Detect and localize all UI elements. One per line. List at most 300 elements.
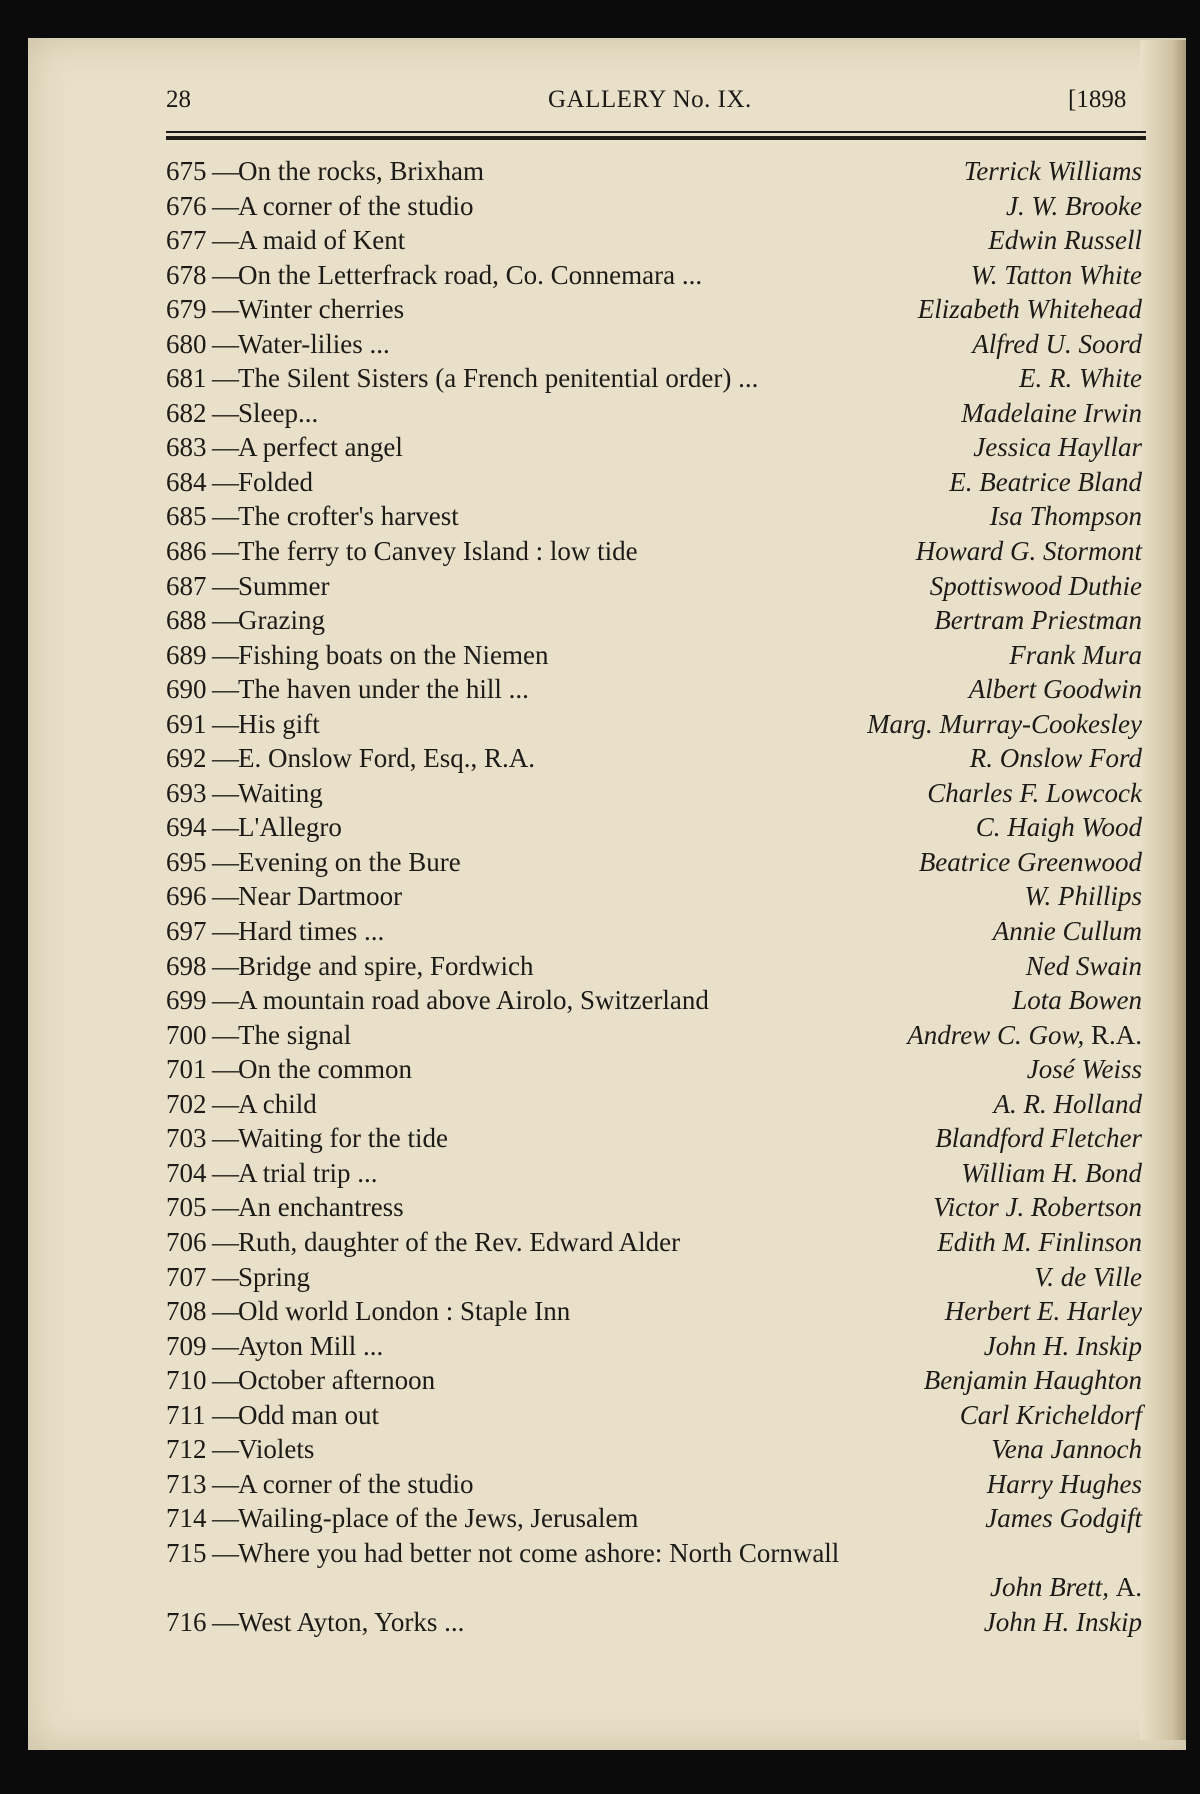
entry-artist bbox=[983, 914, 1142, 949]
entry-text bbox=[166, 810, 350, 845]
catalogue-entry bbox=[166, 914, 1146, 949]
entry-artist bbox=[906, 534, 1142, 569]
entry-text bbox=[166, 776, 331, 811]
entry-title: Wailing-place of the Jews, Jerusalem bbox=[238, 1503, 639, 1534]
entry-dash: — bbox=[212, 501, 239, 532]
catalogue-entry bbox=[166, 949, 1146, 984]
entry-text bbox=[166, 1398, 387, 1433]
catalogue-entry bbox=[166, 534, 1146, 569]
entry-dash: — bbox=[212, 950, 239, 981]
entry-title: West Ayton, Yorks ... bbox=[238, 1606, 465, 1637]
catalogue-entry bbox=[166, 1225, 1146, 1260]
catalogue-entry bbox=[166, 879, 1146, 914]
entry-title: A corner of the studio bbox=[238, 190, 474, 221]
artist-name: R. Onslow Ford bbox=[969, 743, 1142, 774]
entry-artist bbox=[924, 603, 1142, 638]
entry-artist bbox=[920, 569, 1142, 604]
entry-title: An enchantress bbox=[238, 1192, 404, 1223]
artist-name: Blandford Fletcher bbox=[935, 1123, 1142, 1154]
entry-title: Ayton Mill ... bbox=[238, 1330, 384, 1361]
artist-name: J. W. Brooke bbox=[1006, 190, 1142, 221]
artist-name: Madelaine Irwin bbox=[961, 397, 1142, 428]
entry-artist bbox=[996, 189, 1142, 224]
entry-artist bbox=[1017, 1052, 1142, 1087]
entry-dash: — bbox=[212, 846, 239, 877]
artist-name: Frank Mura bbox=[1009, 639, 1142, 670]
entry-artist bbox=[954, 154, 1142, 189]
catalogue-entry bbox=[166, 396, 1146, 431]
entry-text bbox=[166, 396, 326, 431]
entry-artist bbox=[939, 465, 1142, 500]
entry-title: A mountain road above Airolo, Switzerland bbox=[238, 985, 709, 1016]
entry-number: 708 bbox=[166, 1296, 207, 1327]
artist-name: Howard G. Stormont bbox=[915, 536, 1142, 567]
entry-text bbox=[166, 638, 556, 673]
entry-artist bbox=[960, 741, 1142, 776]
entry-number: 715 bbox=[166, 1537, 207, 1568]
entry-artist bbox=[966, 810, 1142, 845]
entry-artist bbox=[977, 1467, 1142, 1502]
entry-dash: — bbox=[212, 1537, 239, 1568]
entry-dash: — bbox=[212, 397, 239, 428]
entry-title: Waiting bbox=[238, 777, 323, 808]
entry-title: On the Letterfrack road, Co. Connemara ... bbox=[238, 259, 703, 290]
entry-title: Grazing bbox=[238, 605, 325, 636]
entry-artist bbox=[950, 1398, 1142, 1433]
entry-number: 686 bbox=[166, 536, 207, 567]
entry-number: 691 bbox=[166, 708, 207, 739]
catalogue-entry bbox=[166, 1398, 1146, 1433]
entry-dash: — bbox=[212, 916, 239, 947]
entry-number: 676 bbox=[166, 190, 207, 221]
artist-name: Bertram Priestman bbox=[934, 605, 1142, 636]
entry-number: 683 bbox=[166, 432, 207, 463]
entry-artist bbox=[981, 1432, 1142, 1467]
entry-number: 685 bbox=[166, 501, 207, 532]
entry-title: A corner of the studio bbox=[238, 1468, 474, 1499]
artist-name: A. R. Holland bbox=[993, 1088, 1142, 1119]
artist-name: Elizabeth Whitehead bbox=[917, 294, 1142, 325]
entry-text bbox=[166, 707, 328, 742]
artist-name: William H. Bond bbox=[961, 1157, 1142, 1188]
entry-dash: — bbox=[212, 881, 239, 912]
entry-artist bbox=[951, 1156, 1142, 1191]
catalogue-entry bbox=[166, 1363, 1146, 1398]
catalogue-entry bbox=[166, 223, 1146, 258]
entry-text bbox=[166, 672, 537, 707]
entry-dash: — bbox=[212, 1296, 239, 1327]
catalogue-entry bbox=[166, 154, 1146, 189]
entry-artist bbox=[980, 499, 1142, 534]
artist-name: Annie Cullum bbox=[992, 916, 1142, 947]
entry-dash: — bbox=[212, 1019, 239, 1050]
entry-dash: — bbox=[212, 363, 239, 394]
entry-dash: — bbox=[212, 1157, 239, 1188]
entry-title: Bridge and spire, Fordwich bbox=[238, 950, 534, 981]
catalogue-entry bbox=[166, 1087, 1146, 1122]
entry-title: A child bbox=[238, 1088, 317, 1119]
entry-number: 705 bbox=[166, 1192, 207, 1223]
entry-number: 695 bbox=[166, 846, 207, 877]
entry-number: 716 bbox=[166, 1606, 207, 1637]
entry-title: October afternoon bbox=[238, 1365, 436, 1396]
entry-number: 680 bbox=[166, 328, 207, 359]
artist-name: Albert Goodwin bbox=[968, 674, 1142, 705]
entry-number: 690 bbox=[166, 674, 207, 705]
entry-text bbox=[166, 361, 766, 396]
header-rule-thick bbox=[166, 136, 1146, 140]
catalogue-entry bbox=[166, 638, 1146, 673]
artist-name: Lota Bowen bbox=[1012, 985, 1142, 1016]
catalogue-entry bbox=[166, 569, 1146, 604]
entry-text bbox=[166, 1156, 385, 1191]
entry-text bbox=[166, 1501, 646, 1536]
entry-text bbox=[166, 1536, 847, 1571]
artist-name: Beatrice Greenwood bbox=[918, 846, 1142, 877]
catalogue-entry bbox=[166, 258, 1146, 293]
entry-number: 712 bbox=[166, 1434, 207, 1465]
entry-number: 700 bbox=[166, 1019, 207, 1050]
entry-text bbox=[166, 189, 481, 224]
artist-name: Ned Swain bbox=[1025, 950, 1142, 981]
entry-dash: — bbox=[212, 812, 239, 843]
entry-title: On the common bbox=[238, 1054, 412, 1085]
catalogue-entry bbox=[166, 1018, 1146, 1053]
entry-number: 693 bbox=[166, 777, 207, 808]
entry-number: 692 bbox=[166, 743, 207, 774]
entry-text bbox=[166, 1605, 472, 1640]
catalogue-entry bbox=[166, 189, 1146, 224]
catalogue-entry bbox=[166, 845, 1146, 880]
entry-title: A trial trip ... bbox=[238, 1157, 378, 1188]
entry-text bbox=[166, 1018, 359, 1053]
artist-name: John Brett, bbox=[990, 1572, 1109, 1603]
entry-artist bbox=[1009, 361, 1142, 396]
catalogue-entry bbox=[166, 1570, 1146, 1605]
catalogue-entry bbox=[166, 983, 1146, 1018]
entry-number: 696 bbox=[166, 881, 207, 912]
page-number: 28 bbox=[166, 86, 191, 113]
entry-title: Fishing boats on the Niemen bbox=[238, 639, 549, 670]
entry-title: The signal bbox=[238, 1019, 352, 1050]
entry-artist bbox=[961, 258, 1142, 293]
entry-artist bbox=[978, 223, 1142, 258]
entry-dash: — bbox=[212, 1399, 239, 1430]
entry-number: 710 bbox=[166, 1365, 207, 1396]
entry-dash: — bbox=[212, 1606, 239, 1637]
artist-name: E. Beatrice Bland bbox=[949, 466, 1142, 497]
entry-text bbox=[166, 465, 321, 500]
header-rule-thin bbox=[166, 131, 1146, 133]
entry-number: 707 bbox=[166, 1261, 207, 1292]
entry-text bbox=[166, 292, 412, 327]
entry-artist bbox=[909, 845, 1142, 880]
entry-number: 697 bbox=[166, 916, 207, 947]
artist-honour: R.A. bbox=[1090, 1019, 1142, 1050]
catalogue-entry bbox=[166, 1467, 1146, 1502]
entry-number: 678 bbox=[166, 259, 207, 290]
entry-text bbox=[166, 741, 543, 776]
entry-dash: — bbox=[212, 432, 239, 463]
entry-title: The haven under the hill ... bbox=[238, 674, 529, 705]
artist-name: Carl Kricheldorf bbox=[959, 1399, 1142, 1430]
catalogue-entry bbox=[166, 1121, 1146, 1156]
entry-dash: — bbox=[212, 674, 239, 705]
catalogue-entry bbox=[166, 741, 1146, 776]
entry-title: Ruth, daughter of the Rev. Edward Alder bbox=[238, 1226, 681, 1257]
entry-title: L'Allegro bbox=[238, 812, 342, 843]
entry-number: 682 bbox=[166, 397, 207, 428]
catalogue-year: [1898 bbox=[1068, 86, 1127, 113]
entry-title: A maid of Kent bbox=[238, 225, 406, 256]
entry-artist bbox=[962, 327, 1142, 362]
entry-dash: — bbox=[212, 1261, 239, 1292]
catalogue-entry bbox=[166, 499, 1146, 534]
entry-dash: — bbox=[212, 1123, 239, 1154]
catalogue-entry bbox=[166, 1501, 1146, 1536]
entry-artist bbox=[974, 1605, 1142, 1640]
entry-number: 677 bbox=[166, 225, 207, 256]
artist-name: Marg. Murray-Cookesley bbox=[867, 708, 1142, 739]
catalogue-entry bbox=[166, 1156, 1146, 1191]
artist-name: José Weiss bbox=[1026, 1054, 1142, 1085]
entry-dash: — bbox=[212, 156, 239, 186]
entry-artist bbox=[1024, 1260, 1142, 1295]
catalogue-entry bbox=[166, 810, 1146, 845]
entry-dash: — bbox=[212, 708, 239, 739]
entry-title: The ferry to Canvey Island : low tide bbox=[238, 536, 638, 567]
entry-text bbox=[166, 1260, 318, 1295]
entry-dash: — bbox=[212, 190, 239, 221]
entry-title: On the rocks, Brixham bbox=[238, 156, 484, 186]
entry-number: 701 bbox=[166, 1054, 207, 1085]
artist-name: Harry Hughes bbox=[986, 1468, 1142, 1499]
artist-name: Alfred U. Soord bbox=[972, 328, 1142, 359]
entry-text bbox=[166, 1052, 420, 1087]
entry-artist bbox=[1002, 983, 1142, 1018]
entry-number: 704 bbox=[166, 1157, 207, 1188]
entry-artist bbox=[984, 1087, 1143, 1122]
entry-title: A perfect angel bbox=[238, 432, 403, 463]
entry-number: 714 bbox=[166, 1503, 207, 1534]
entry-number: 688 bbox=[166, 605, 207, 636]
entry-artist bbox=[917, 776, 1142, 811]
entry-artist bbox=[1014, 879, 1142, 914]
entry-title: Spring bbox=[238, 1261, 311, 1292]
artist-name: Isa Thompson bbox=[989, 501, 1142, 532]
entry-text bbox=[166, 258, 710, 293]
entry-text bbox=[166, 223, 413, 258]
entry-dash: — bbox=[212, 294, 239, 325]
entry-number: 689 bbox=[166, 639, 207, 670]
entry-text bbox=[166, 1432, 322, 1467]
entry-text bbox=[166, 534, 646, 569]
entry-title: Winter cherries bbox=[238, 294, 405, 325]
entry-dash: — bbox=[212, 639, 239, 670]
entry-artist bbox=[951, 396, 1142, 431]
catalogue-list bbox=[166, 154, 1146, 1640]
entry-dash: — bbox=[212, 1468, 239, 1499]
entry-title: His gift bbox=[238, 708, 320, 739]
catalogue-entry bbox=[166, 1260, 1146, 1295]
entry-text bbox=[166, 879, 410, 914]
catalogue-entry bbox=[166, 1329, 1146, 1364]
entry-dash: — bbox=[212, 536, 239, 567]
artist-honour: A. bbox=[1115, 1572, 1142, 1603]
entry-number: 706 bbox=[166, 1226, 207, 1257]
entry-title: The crofter's harvest bbox=[238, 501, 459, 532]
entry-dash: — bbox=[212, 328, 239, 359]
artist-name: John H. Inskip bbox=[983, 1606, 1142, 1637]
entry-dash: — bbox=[212, 1226, 239, 1257]
catalogue-entry bbox=[166, 327, 1146, 362]
entry-text bbox=[166, 1570, 174, 1605]
catalogue-entry bbox=[166, 1536, 1146, 1571]
catalogue-entry bbox=[166, 1190, 1146, 1225]
artist-name: Terrick Williams bbox=[963, 156, 1142, 186]
entry-text bbox=[166, 430, 411, 465]
entry-artist bbox=[974, 1329, 1142, 1364]
entry-title: Odd man out bbox=[238, 1399, 379, 1430]
entry-text bbox=[166, 914, 392, 949]
artist-name: Victor J. Robertson bbox=[933, 1192, 1142, 1223]
entry-artist bbox=[927, 1225, 1142, 1260]
entry-title: Hard times ... bbox=[238, 916, 385, 947]
entry-dash: — bbox=[212, 1330, 239, 1361]
entry-title: Waiting for the tide bbox=[238, 1123, 449, 1154]
artist-name: Jessica Hayllar bbox=[973, 432, 1142, 463]
entry-title: Where you had better not come ashore: North Cornwall bbox=[238, 1537, 840, 1568]
artist-name: E. R. White bbox=[1019, 363, 1142, 394]
entry-dash: — bbox=[212, 225, 239, 256]
entry-artist bbox=[923, 1190, 1142, 1225]
catalogue-entry bbox=[166, 672, 1146, 707]
artist-name: Charles F. Lowcock bbox=[927, 777, 1142, 808]
catalogue-entry bbox=[166, 292, 1146, 327]
catalogue-entry bbox=[166, 707, 1146, 742]
entry-text bbox=[166, 1294, 578, 1329]
entry-title: Violets bbox=[238, 1434, 315, 1465]
entry-title: Water-lilies ... bbox=[238, 328, 390, 359]
entry-title: Summer bbox=[238, 570, 330, 601]
catalogue-entry bbox=[166, 361, 1146, 396]
catalogue-entry bbox=[166, 1052, 1146, 1087]
entry-number: 684 bbox=[166, 466, 207, 497]
artist-name: Vena Jannoch bbox=[991, 1434, 1142, 1465]
entry-text bbox=[166, 983, 717, 1018]
entry-dash: — bbox=[212, 1054, 239, 1085]
entry-artist bbox=[975, 1501, 1142, 1536]
entry-title: The Silent Sisters (a French penitential order) ... bbox=[238, 363, 759, 394]
entry-dash: — bbox=[212, 985, 239, 1016]
catalogue-entry bbox=[166, 465, 1146, 500]
entry-artist bbox=[897, 1018, 1142, 1053]
entry-text bbox=[166, 569, 338, 604]
entry-text bbox=[166, 1190, 412, 1225]
artist-name: John H. Inskip bbox=[983, 1330, 1142, 1361]
entry-artist bbox=[914, 1363, 1142, 1398]
entry-title: Evening on the Bure bbox=[238, 846, 461, 877]
artist-name: V. de Ville bbox=[1034, 1261, 1142, 1292]
entry-dash: — bbox=[212, 1088, 239, 1119]
entry-number: 694 bbox=[166, 812, 207, 843]
entry-dash: — bbox=[212, 1365, 239, 1396]
entry-number: 703 bbox=[166, 1123, 207, 1154]
entry-text bbox=[166, 154, 492, 189]
artist-name: Benjamin Haughton bbox=[923, 1365, 1142, 1396]
entry-text bbox=[166, 845, 469, 880]
entry-dash: — bbox=[212, 1503, 239, 1534]
entry-dash: — bbox=[212, 777, 239, 808]
entry-number: 687 bbox=[166, 570, 207, 601]
catalogue-entry bbox=[166, 776, 1146, 811]
entry-artist bbox=[963, 430, 1142, 465]
entry-dash: — bbox=[212, 1434, 239, 1465]
entry-artist bbox=[925, 1121, 1142, 1156]
catalogue-entry bbox=[166, 1432, 1146, 1467]
entry-text bbox=[166, 499, 467, 534]
entry-dash: — bbox=[212, 743, 239, 774]
entry-text bbox=[166, 1225, 688, 1260]
entry-text bbox=[166, 1329, 391, 1364]
entry-text bbox=[166, 603, 333, 638]
entry-number: 675 bbox=[166, 156, 207, 186]
catalogue-entry bbox=[166, 430, 1146, 465]
entry-title: E. Onslow Ford, Esq., R.A. bbox=[238, 743, 536, 774]
artist-name: C. Haigh Wood bbox=[975, 812, 1142, 843]
artist-name: James Godgift bbox=[985, 1503, 1142, 1534]
artist-name: W. Phillips bbox=[1024, 881, 1142, 912]
entry-text bbox=[166, 1087, 325, 1122]
entry-title: Sleep... bbox=[238, 397, 319, 428]
artist-name: Andrew C. Gow, bbox=[907, 1019, 1085, 1050]
entry-dash: — bbox=[212, 605, 239, 636]
artist-name: Edith M. Finlinson bbox=[937, 1226, 1142, 1257]
entry-number: 679 bbox=[166, 294, 207, 325]
entry-number: 711 bbox=[166, 1399, 206, 1430]
catalogue-entry bbox=[166, 603, 1146, 638]
entry-title: Folded bbox=[238, 466, 314, 497]
entry-number: 702 bbox=[166, 1088, 207, 1119]
entry-artist bbox=[999, 638, 1142, 673]
entry-number: 699 bbox=[166, 985, 207, 1016]
entry-text bbox=[166, 1363, 443, 1398]
entry-title: Near Dartmoor bbox=[238, 881, 403, 912]
entry-text bbox=[166, 1121, 456, 1156]
artist-name: Herbert E. Harley bbox=[944, 1296, 1142, 1327]
artist-name: Spottiswood Duthie bbox=[929, 570, 1142, 601]
entry-number: 713 bbox=[166, 1468, 207, 1499]
entry-dash: — bbox=[212, 466, 239, 497]
entry-artist bbox=[980, 1570, 1142, 1605]
entry-artist bbox=[908, 292, 1142, 327]
artist-name: Edwin Russell bbox=[988, 225, 1142, 256]
entry-dash: — bbox=[212, 259, 239, 290]
entry-artist bbox=[1016, 949, 1142, 984]
entry-number: 709 bbox=[166, 1330, 207, 1361]
catalogue-entry bbox=[166, 1605, 1146, 1640]
gallery-title: GALLERY No. IX. bbox=[548, 86, 752, 113]
entry-text bbox=[166, 327, 398, 362]
page-curl-shadow bbox=[1140, 40, 1186, 1740]
entry-artist bbox=[857, 707, 1142, 742]
page-header bbox=[0, 0, 1200, 130]
entry-number: 681 bbox=[166, 363, 207, 394]
entry-artist bbox=[935, 1294, 1142, 1329]
entry-text bbox=[166, 949, 541, 984]
entry-title: Old world London : Staple Inn bbox=[238, 1296, 571, 1327]
catalogue-entry bbox=[166, 1294, 1146, 1329]
